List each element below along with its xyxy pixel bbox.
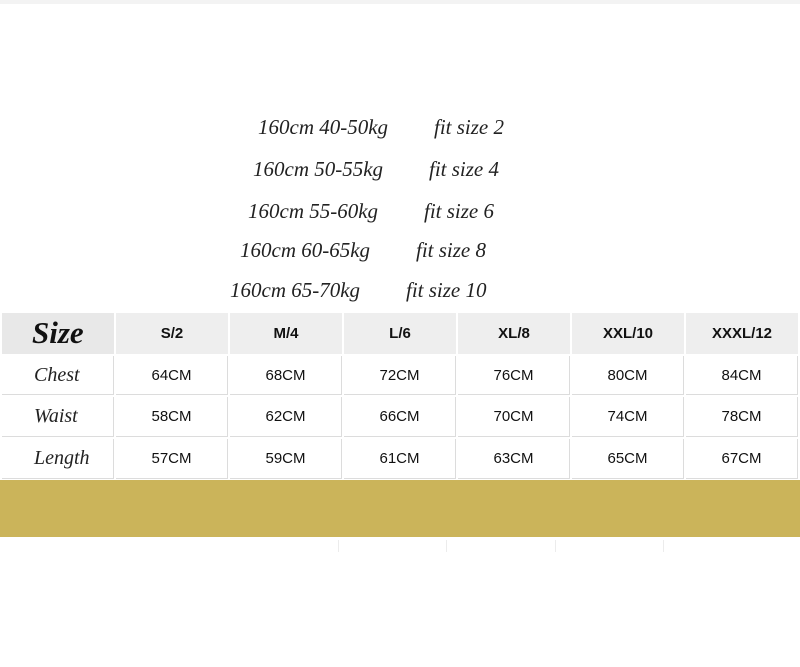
faint-divider <box>555 540 556 552</box>
fit-guide-row <box>248 194 495 228</box>
table-cell: 62CM <box>230 397 342 437</box>
size-column-header: M/4 <box>230 313 342 354</box>
row-label: Chest <box>2 356 114 396</box>
height-weight-text: 160cm 60-65kg <box>240 238 371 262</box>
faint-divider <box>446 540 447 552</box>
row-label: Waist <box>2 397 114 437</box>
height-weight-text: 160cm 65-70kg <box>230 278 361 302</box>
fit-size-text: fit size 8 <box>416 238 487 262</box>
fit-size-text: fit size 2 <box>434 115 505 139</box>
fit-guide-row <box>230 273 487 307</box>
table-cell: 67CM <box>686 439 798 479</box>
table-cell: 78CM <box>686 397 798 437</box>
fit-guide-row <box>253 152 500 186</box>
height-weight-text: 160cm 40-50kg <box>258 115 389 139</box>
fit-size-text: fit size 6 <box>424 199 495 223</box>
table-cell: 68CM <box>230 356 342 396</box>
fit-guide-row <box>258 110 505 144</box>
fit-size-text: fit size 10 <box>406 278 487 302</box>
fit-size-text: fit size 4 <box>429 157 500 181</box>
faint-divider <box>338 540 339 552</box>
size-column-header: S/2 <box>116 313 228 354</box>
table-cell: 84CM <box>686 356 798 396</box>
table-cell: 76CM <box>458 356 570 396</box>
faint-divider <box>663 540 664 552</box>
size-column-header: L/6 <box>344 313 456 354</box>
table-cell: 66CM <box>344 397 456 437</box>
height-weight-text: 160cm 55-60kg <box>248 199 379 223</box>
table-cell: 65CM <box>572 439 684 479</box>
size-column-header: XXL/10 <box>572 313 684 354</box>
table-cell: 58CM <box>116 397 228 437</box>
fit-guide <box>0 0 800 310</box>
row-label: Length <box>2 439 114 479</box>
table-cell: 64CM <box>116 356 228 396</box>
table-cell: 61CM <box>344 439 456 479</box>
table-cell: 57CM <box>116 439 228 479</box>
table-cell: 63CM <box>458 439 570 479</box>
table-row-length <box>2 439 798 479</box>
table-cell: 70CM <box>458 397 570 437</box>
size-column-header: XXXL/12 <box>686 313 798 354</box>
height-weight-text: 160cm 50-55kg <box>253 157 384 181</box>
fit-guide-row <box>240 233 487 267</box>
size-header-label: Size <box>2 313 114 354</box>
gold-footer-band <box>0 480 800 537</box>
table-row-waist <box>2 397 798 437</box>
size-header-row <box>2 313 798 354</box>
size-chart-table <box>0 311 800 481</box>
size-column-header: XL/8 <box>458 313 570 354</box>
table-cell: 74CM <box>572 397 684 437</box>
table-cell: 80CM <box>572 356 684 396</box>
table-row-chest <box>2 356 798 396</box>
table-cell: 72CM <box>344 356 456 396</box>
table-cell: 59CM <box>230 439 342 479</box>
